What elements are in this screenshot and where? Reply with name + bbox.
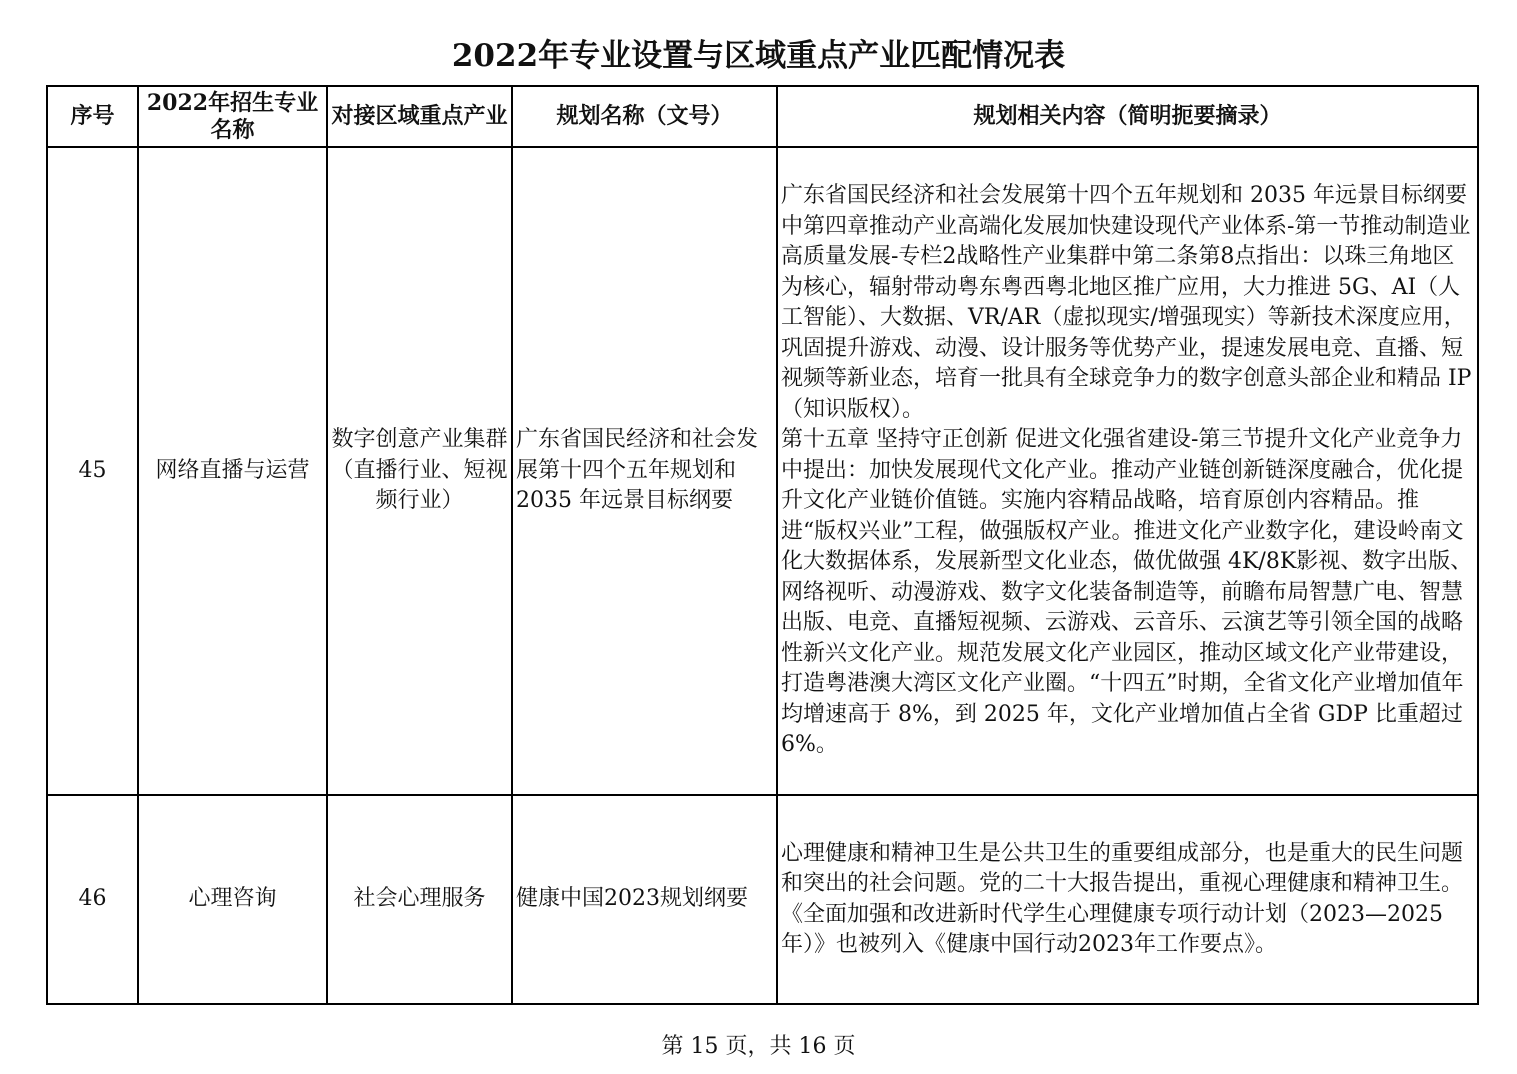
content-paragraph: 第十五章 坚持守正创新 促进文化强省建设-第三节提升文化产业竞争力中提出：加快发展现代文化产业。推动产业链创新链深度融合，优化提升文化产业链价值链。实施内容精品战略，培育原创内容精品。推进“版权兴业”工程，做强版权产业。推进文化产业数字化，建设岭南文化大数据体系，发展新型文化业态，做优做强 4K/8K影视、数字出版、网络视听、动漫游戏、数字文化装备制造等，前瞻布局智慧广电、智慧出版、电竞、直播短视频、云游戏、云音乐、云演艺等引领全国的战略性新兴文化产业。规范发展文化产业园区，推动区域文化产业带建设，打造粤港澳大湾区文化产业圈。“十四五”时期，全省文化产业增加值年均增速高于 8%，到 2025 年，文化产业增加值占全省 GDP 比重超过 6%。	[781, 427, 1473, 758]
content-paragraph: 心理健康和精神卫生是公共卫生的重要组成部分，也是重大的民生问题和突出的社会问题。党的二十大报告提出，重视心理健康和精神卫生。《全面加强和改进新时代学生心理健康专项行动计划（2023—2025年）》也被列入《健康中国行动2023年工作要点》。	[781, 840, 1464, 957]
cell-industry: 数字创意产业集群（直播行业、短视频行业）	[327, 147, 512, 795]
cell-industry: 社会心理服务	[327, 795, 512, 1004]
cell-major: 网络直播与运营	[138, 147, 327, 795]
cell-seq: 46	[47, 795, 138, 1004]
page-footer: 第 15 页，共 16 页	[661, 1034, 856, 1059]
header-content: 规划相关内容（简明扼要摘录）	[777, 86, 1478, 147]
header-plan: 规划名称（文号）	[512, 86, 777, 147]
cell-major: 心理咨询	[138, 795, 327, 1004]
cell-plan: 健康中国2023规划纲要	[512, 795, 777, 1004]
header-major: 2022年招生专业名称	[138, 86, 327, 147]
matching-table	[46, 85, 1479, 1005]
header-industry: 对接区域重点产业	[327, 86, 512, 147]
content-paragraph: 广东省国民经济和社会发展第十四个五年规划和 2035 年远景目标纲要中第四章推动产业高端化发展加快建设现代产业体系-第一节推动制造业高质量发展-专栏2战略性产业集群中第二条第8点指出：以珠三角地区为核心，辐射带动粤东粤西粤北地区推广应用，大力推进 5G、AI（人工智能）、大数据、VR/AR（虚拟现实/增强现实）等新技术深度应用，巩固提升游戏、动漫、设计服务等优势产业，提速发展电竞、直播、短视频等新业态，培育一批具有全球竞争力的数字创意头部企业和精品 IP（知识版权）。	[781, 183, 1472, 422]
table-row	[47, 795, 1478, 1004]
page-title: 2022年专业设置与区域重点产业匹配情况表	[451, 38, 1066, 74]
cell-content	[777, 147, 1478, 795]
cell-seq: 45	[47, 147, 138, 795]
table-row	[47, 147, 1478, 795]
header-seq: 序号	[47, 86, 138, 147]
table-header-row	[47, 86, 1478, 147]
cell-plan: 广东省国民经济和社会发展第十四个五年规划和 2035 年远景目标纲要	[512, 147, 777, 795]
cell-content	[777, 795, 1478, 1004]
